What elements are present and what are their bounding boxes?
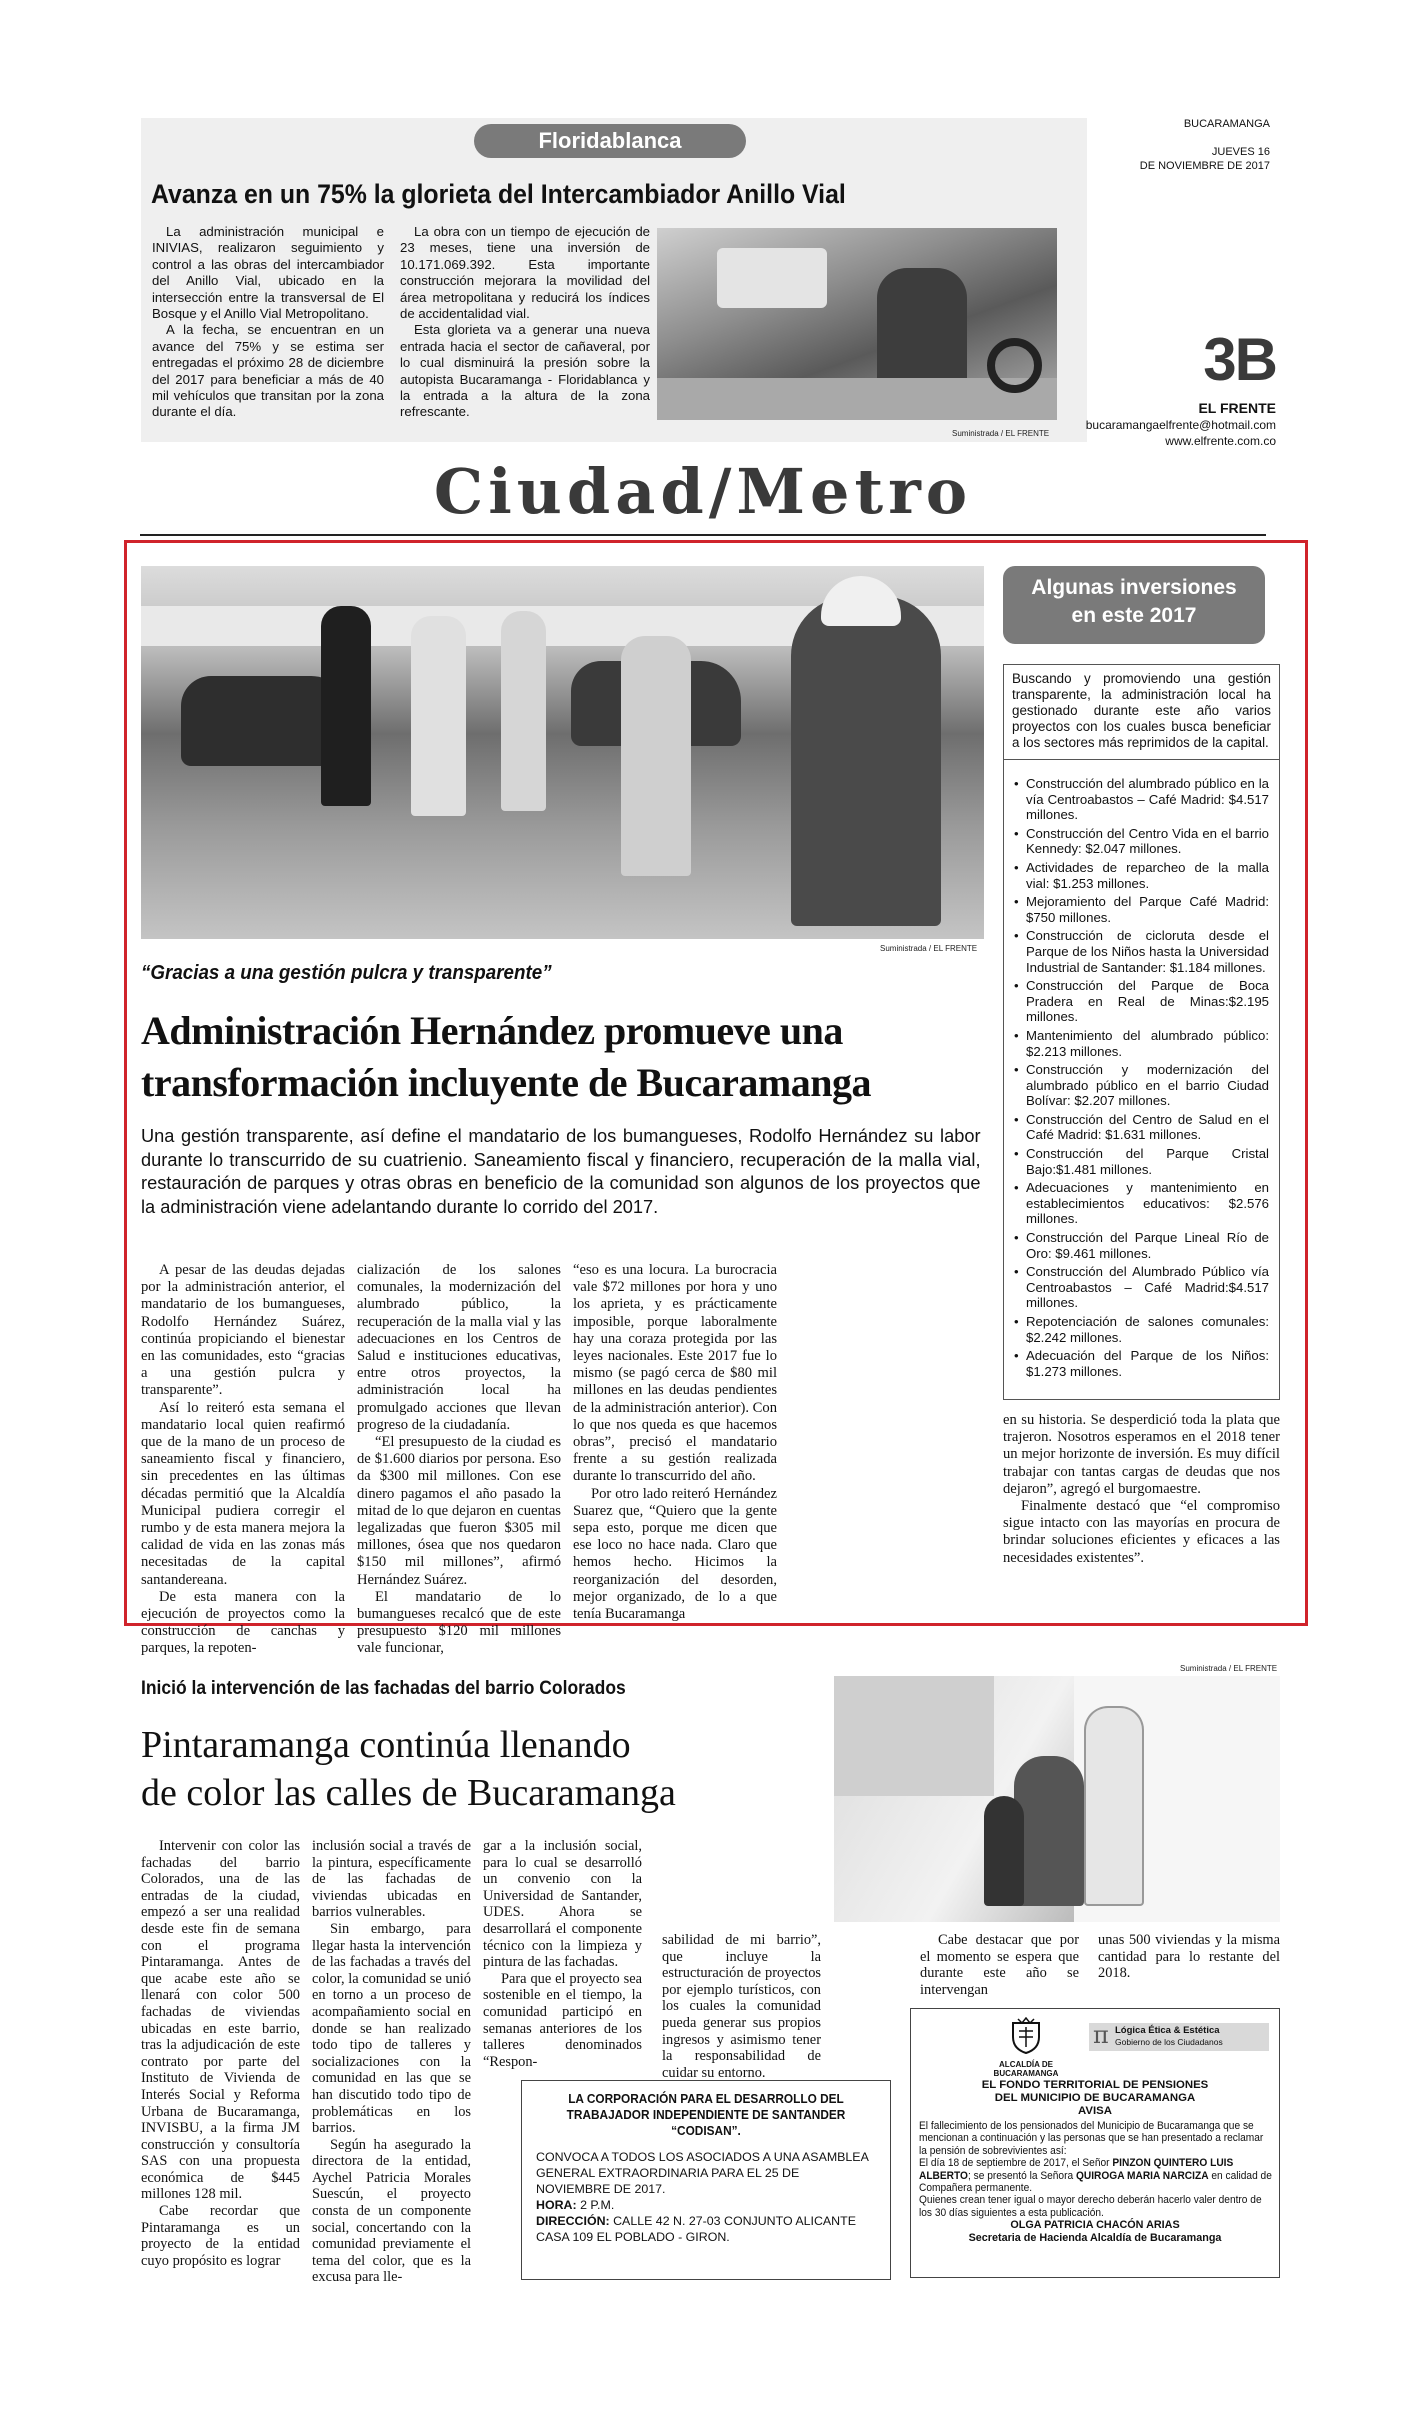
second-col-4: sabilidad de mi barrio”, que incluye la estructuración de proyectos por ejemplo turísticos, con los cuales la comunidad pueda generar sus propios ingresos y asimismo tener la responsabilidad de cuidar su entorno. xyxy=(662,1932,821,2081)
sidebar-title: Algunas inversiones en este 2017 xyxy=(1003,566,1265,644)
codisan-notice xyxy=(521,2080,891,2280)
top-photo-credit: Suministrada / EL FRENTE xyxy=(952,429,1050,438)
ethics-logo: π Lógica Ética & Estética Gobierno de los Ciudadanos xyxy=(1089,2023,1269,2051)
paper-name: EL FRENTE xyxy=(1198,400,1276,416)
page-number: 3B xyxy=(1203,326,1276,393)
main-col-1: A pesar de las deudas dejadas por la administración anterior, el mandatario de los bumangueses, Rodolfo Hernández Suárez, continúa propiciando el bienestar en las comunidades, esto “gracias a una gestión pulcra y transparente”. Así lo reiteró esta semana el mandatario local quien reafirmó que de la mano de un proceso de saneamiento fiscal y financiero, sin precedentes en las últimas décadas permitió que la Alcaldía Municipal pudiera corregir el rumbo y de esta manera mejora la calidad de vida en las zonas más necesitadas de la capital santandereana. De esta manera con la ejecución de proyectos como la construcción de canchas y parques, la repoten- xyxy=(141,1262,345,1657)
investment-item: • Mantenimiento del alumbrado público: $2.213 millones. xyxy=(1014,1028,1269,1059)
main-headline-line-2: transformación incluyente de Bucaramanga xyxy=(141,1060,871,1105)
second-col-2: inclusión social a través de la pintura, específicamente de las fachadas de viviendas ubicadas en barrios vulnerables. Sin embargo, para llegar hasta la intervención de las fachadas a través del color, la comunidad se unió en torno a un proceso de acompañamiento social en donde se han realizado todo tipo de talleres y socializaciones con la comunidad en las que se han discutido todo tipo de problemáticas en los barrios. Según ha asegurado la directora de la entidad, Aychel Patricia Morales Suescún, el proyecto consta de un componente social, concertando con la comunidad previamente el tema del color, que es la excusa para lle- xyxy=(312,1838,471,2286)
codisan-body: CONVOCA A TODOS LOS ASOCIADOS A UNA ASAMBLEA GENERAL EXTRAORDINARIA PARA EL 25 DE NOVIEMBRE DE 2017. xyxy=(536,2150,869,2196)
pensiones-title-3: AVISA xyxy=(1078,2105,1112,2117)
second-photo-credit: Suministrada / EL FRENTE xyxy=(1180,1664,1278,1673)
second-col-6: unas 500 viviendas y la misma cantidad para lo restante del 2018. xyxy=(1098,1932,1280,1982)
masthead-city: BUCARAMANGA xyxy=(1183,118,1270,130)
second-col-5: Cabe destacar que por el momento se espera que durante este año se intervengan xyxy=(920,1932,1079,1998)
masthead-date-line-1: JUEVES 16 xyxy=(1211,146,1270,158)
pensiones-notice xyxy=(910,2008,1280,2278)
second-headline-line-2: de color las calles de Bucaramanga xyxy=(141,1772,676,1814)
main-col-4: en su historia. Se desperdició toda la plata que trajeron. Nosotros esperamos en el 2018 tener un mejor horizonte de inversión. Es muy difícil trabajar con tantas cargas de deudas que nos dejaron”, agregó el burgomaestre. Finalmente destacó que “el compromiso sigue intacto con las mayorías en procura de brindar soluciones eficientes y eficaces a las necesidades existentes”. xyxy=(1003,1412,1280,1566)
top-col-2: La obra con un tiempo de ejecución de 23 meses, tiene una inversión de 10.171.069.392. Esta importante construcción mejorara la movilidad del área metropolitana y reducirá los índices de accidentalidad vial. Esta glorieta va a generar una nueva entrada hacia el sector de cañaveral, por lo cual disminuirá la presión sobre la autopista Bucaramanga - Floridablanca y la entrada a la altura de la zona refrescante. xyxy=(400,224,650,420)
investment-item: • Construcción del Centro Vida en el barrio Kennedy: $2.047 millones. xyxy=(1014,826,1269,857)
section-label-floridablanca: Floridablanca xyxy=(474,124,746,158)
investment-item: • Repotenciación de salones comunales: $2.242 millones. xyxy=(1014,1314,1269,1345)
pensiones-body-1: El fallecimiento de los pensionados del Municipio de Bucaramanga que se mencionan a continuación y las personas que se han presentado a reclamar la pensión de sobrevivientes así: xyxy=(919,2120,1264,2157)
section-title: Ciudad/Metro xyxy=(433,455,973,528)
paper-email[interactable]: bucaramangaelfrente@hotmail.com xyxy=(1085,418,1276,432)
pensiones-signer: OLGA PATRICIA CHACÓN ARIAS xyxy=(1010,2219,1180,2232)
codisan-title: LA CORPORACIÓN PARA EL DESARROLLO DEL TRABAJADOR INDEPENDIENTE DE SANTANDER “CODISAN”. xyxy=(566,2092,846,2138)
top-headline: Avanza en un 75% la glorieta del Intercambiador Anillo Vial xyxy=(151,179,846,209)
second-kicker: Inició la intervención de las fachadas del barrio Colorados xyxy=(141,1678,626,1699)
investment-item: • Mejoramiento del Parque Café Madrid: $750 millones. xyxy=(1014,894,1269,925)
main-photo-officials-walking xyxy=(141,566,984,939)
codisan-hour: HORA: 2 P.M. xyxy=(536,2198,615,2212)
top-col-1: La administración municipal e INIVIAS, realizaron seguimiento y control a las obras del intercambiador del Anillo Vial, ubicado en la intersección entre la transversal de El Bosque y el Anillo Vial Metropolitano. A la fecha, se encuentran en un avance del 75% y se estima ser entregadas el próximo 28 de diciembre del 2017 para beneficiar a más de 40 mil vehículos que transitan por la zona durante el día. xyxy=(152,224,384,420)
second-col-1: Intervenir con color las fachadas del barrio Colorados, una de las entradas de la ciudad, empezó a ser una realidad desde este fin de semana con el programa Pintaramanga. Antes de que acabe este año se llenará con color 500 fachadas de viviendas ubicadas en este barrio, tras la adjudicación de este contrato por parte del Instituto de Vivienda de Interés Social y Reforma Urbana de Bucaramanga, INVISBU, a la firma JM construcción y consultoría SAS con una propuesta económica de $445 millones 128 mil. Cabe recordar que Pintaramanga es un proyecto de la entidad cuyo propósito es lograr xyxy=(141,1838,300,2269)
paper-website[interactable]: www.elfrente.com.co xyxy=(1165,434,1276,448)
second-col-3: gar a la inclusión social, para lo cual se desarrolló un convenio con la Universidad de Santander, UDES. Ahora se desarrollará el componente técnico con la limpieza y pintura de las fachadas. Para que el proyecto sea sostenible en el tiempo, la comunidad participó en semanas anteriores de los talleres denominados “Respon- xyxy=(483,1838,642,2070)
investment-item: • Construcción del Parque Cristal Bajo:$1.481 millones. xyxy=(1014,1146,1269,1177)
pensiones-body-3: Quienes crean tener igual o mayor derecho deberán hacerlo valer dentro de los 30 días siguientes a esta publicación. xyxy=(919,2194,1262,2219)
investment-item: • Construcción de cicloruta desde el Parque de los Niños hasta la Universidad Industrial de Santander: $1.184 millones. xyxy=(1014,928,1269,975)
main-headline-line-1: Administración Hernández promueve una xyxy=(141,1008,843,1053)
investment-item: • Construcción del Parque de Boca Pradera en Real de Minas:$2.195 millones. xyxy=(1014,978,1269,1025)
pensiones-title-2: DEL MUNICIPIO DE BUCARAMANGA xyxy=(994,2092,1196,2104)
sidebar-box xyxy=(1003,664,1280,1400)
pi-icon: π xyxy=(1093,2021,1109,2049)
section-rule xyxy=(140,534,1266,536)
investment-item: • Actividades de reparcheo de la malla vial: $1.253 millones. xyxy=(1014,860,1269,891)
top-photo-construction xyxy=(657,228,1057,420)
investment-item: • Adecuaciones y mantenimiento en establecimientos educativos: $2.576 millones. xyxy=(1014,1180,1269,1227)
main-col-3: “eso es una locura. La burocracia vale $72 millones por hora y uno los aprieta, y es prácticamente imposible, porque laboralmente hay una coraza protegida por las leyes nacionales. Este 2017 fue lo mismo (se pagó cerca de $80 mil millones en las deudas pendientes de la administración anterior). Con lo que nos queda es que hacemos obras”, precisó el mandatario frente a su gestión realizada durante lo transcurrido del año. Por otro lado reiteró Hernández Suarez que, “Quiero que la gente sepa esto, porque me dicen que ese loco no hace nada. Claro que hemos hecho. Hicimos la reorganización del desorden, mejor organizado, de lo a que tenía Bucaramanga xyxy=(573,1262,777,1623)
alcaldia-logo: ALCALDÍA DE BUCARAMANGA xyxy=(981,2017,1071,2078)
investment-item: • Construcción del Parque Lineal Río de Oro: $9.461 millones. xyxy=(1014,1230,1269,1261)
sidebar-intro: Buscando y promoviendo una gestión transparente, la administración local ha gestionado durante este año varios proyectos con los cuales busca beneficiar a los sectores más reprimidos de la capital. xyxy=(1004,665,1279,760)
coat-of-arms-icon xyxy=(1009,2017,1043,2055)
sidebar-investments-list xyxy=(1004,760,1279,1379)
main-photo-credit: Suministrada / EL FRENTE xyxy=(880,944,978,953)
investment-item: • Construcción del Centro de Salud en el Café Madrid: $1.631 millones. xyxy=(1014,1112,1269,1143)
codisan-address: DIRECCIÓN: CALLE 42 N. 27-03 CONJUNTO ALICANTE CASA 109 EL POBLADO - GIRON. xyxy=(536,2214,856,2244)
pensiones-signer-title: Secretaria de Hacienda Alcaldía de Bucaramanga xyxy=(968,2231,1222,2244)
investment-item: • Construcción del Alumbrado Público vía Centroabastos – Café Madrid:$4.517 millones. xyxy=(1014,1264,1269,1311)
second-headline-line-1: Pintaramanga continúa llenando xyxy=(141,1724,631,1766)
main-col-2: cialización de los salones comunales, la modernización del alumbrado público, la recuperación de la malla vial y las adecuaciones en los Centros de Salud e instituciones educativas, entre otros proyectos, la administración local ha promulgado acciones que llevan progreso de la ciudadanía. “El presupuesto de la ciudad es de $1.600 diarios por persona. Eso da $300 mil millones. Con ese dinero pagamos el año pasado la mitad de lo que dejaron en cuentas legalizadas que fueron $305 mil millones, ósea que nos quedaron $150 mil millones”, afirmó Hernández Suárez. El mandatario de lo bumangueses recalcó que de este presupuesto $120 mil millones vale funcionar, xyxy=(357,1262,561,1657)
main-lead: Una gestión transparente, así define el mandatario de los bumangueses, Rodolfo Hernández su labor durante lo transcurrido de su cuatrienio. Saneamiento fiscal y financiero, recuperación de la malla vial, restauración de parques y otras obras en beneficio de la comunidad son algunos de los proyectos que la administración viene adelantando durante lo corrido del 2017. xyxy=(141,1125,981,1217)
main-kicker: “Gracias a una gestión pulcra y transparente” xyxy=(141,962,552,984)
investment-item: • Construcción del alumbrado público en la vía Centroabastos – Café Madrid: $4.517 millones. xyxy=(1014,776,1269,823)
masthead-date-line-2: DE NOVIEMBRE DE 2017 xyxy=(1139,160,1270,172)
investment-item: • Construcción y modernización del alumbrado público en el barrio Ciudad Bolívar: $2.207 millones. xyxy=(1014,1062,1269,1109)
investment-item: • Adecuación del Parque de los Niños: $1.273 millones. xyxy=(1014,1348,1269,1379)
pensiones-title-1: EL FONDO TERRITORIAL DE PENSIONES xyxy=(981,2079,1209,2091)
second-photo-painters xyxy=(834,1676,1280,1922)
pensiones-body-2: El día 18 de septiembre de 2017, el Señor PINZON QUINTERO LUIS ALBERTO; se presentó la Señora QUIROGA MARIA NARCIZA en calidad de Compañera permanente. xyxy=(919,2157,1272,2195)
